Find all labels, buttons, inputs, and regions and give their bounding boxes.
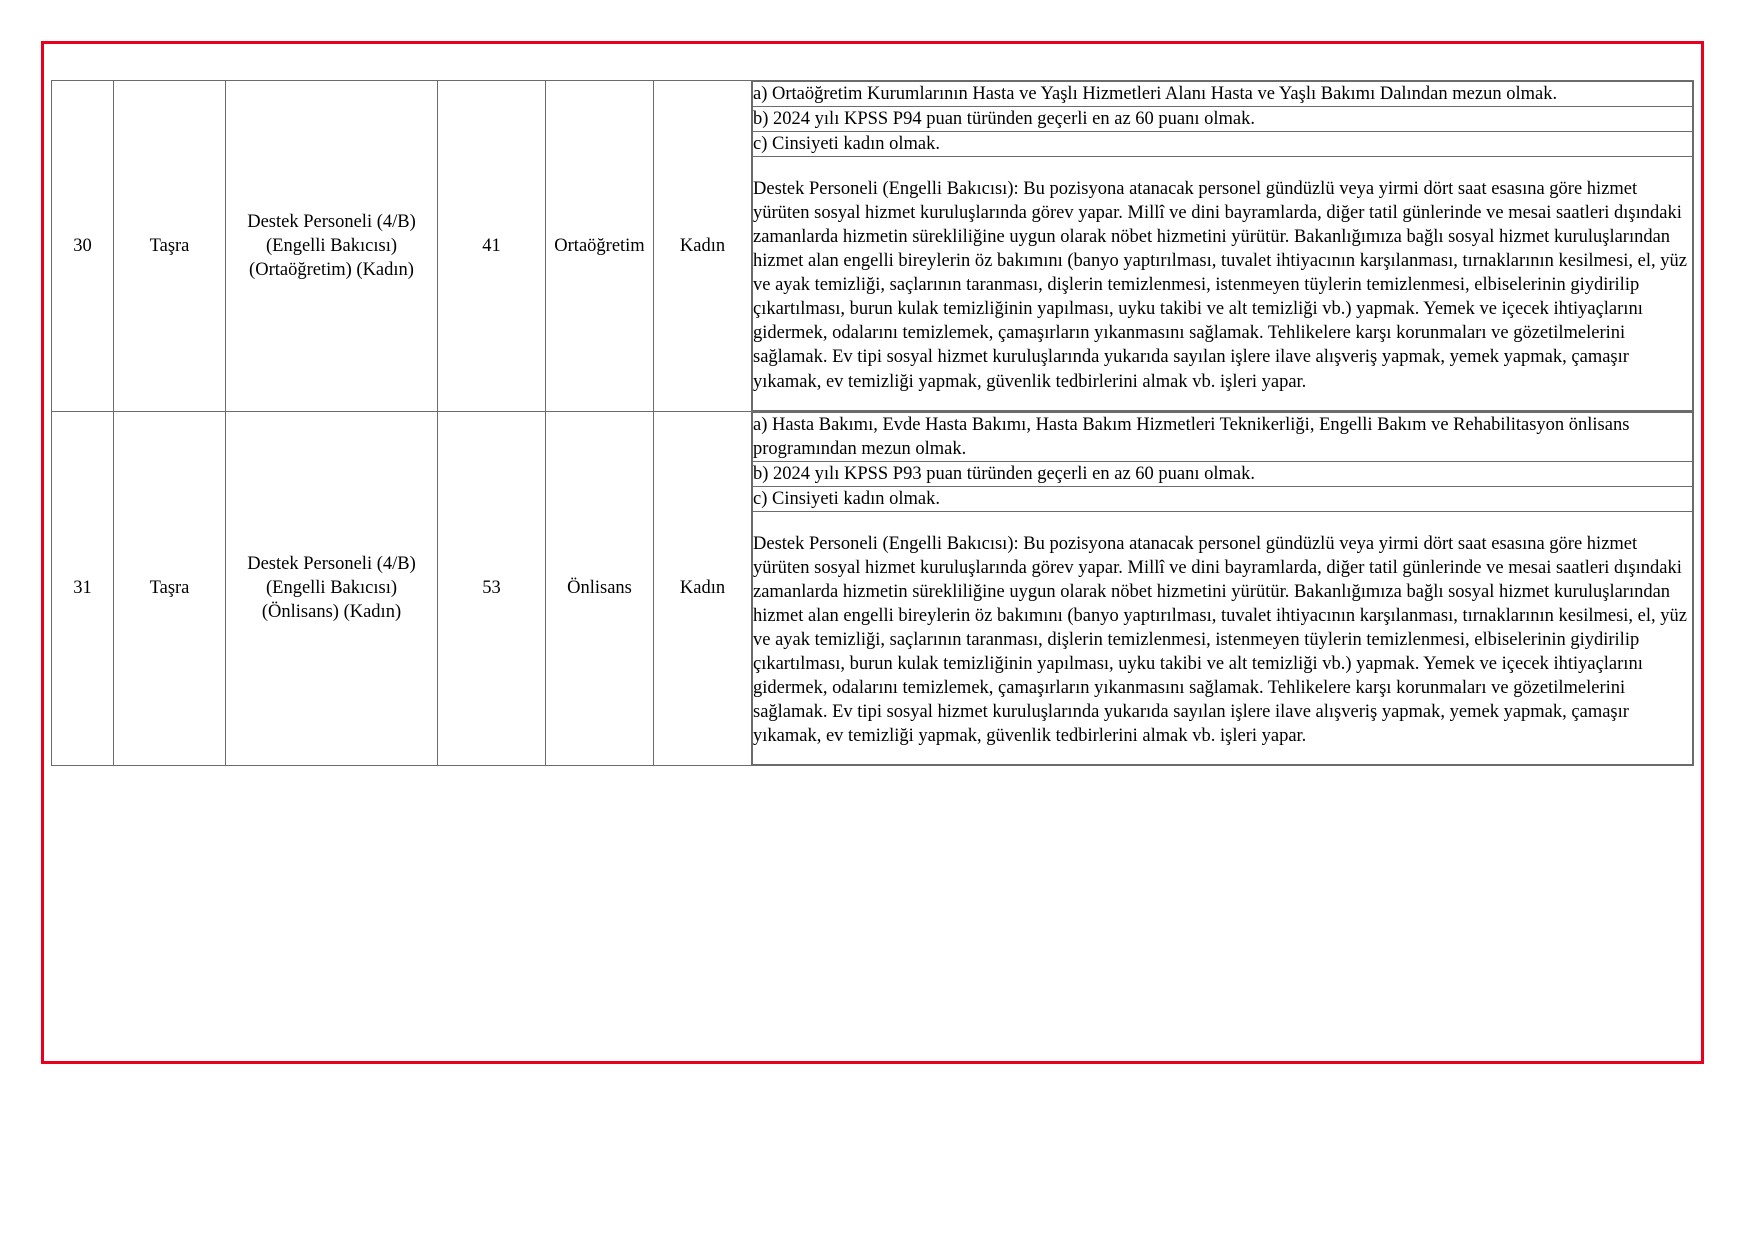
requirements-subtable [752, 412, 1693, 766]
requirement-row [753, 412, 1693, 461]
requirements-subtable [752, 81, 1693, 411]
requirement-item-c: c) Cinsiyeti kadın olmak. [753, 132, 1693, 157]
requirement-item-b: b) 2024 yılı KPSS P93 puan türünden geçerli en az 60 puanı olmak. [753, 461, 1693, 486]
requirement-row [753, 82, 1693, 107]
row-unvan [226, 81, 438, 412]
unvan-line: (Engelli Bakıcısı) [265, 578, 397, 599]
requirement-row [753, 157, 1693, 410]
requirement-row [753, 107, 1693, 132]
row-unvan [226, 411, 438, 766]
requirement-item-b: b) 2024 yılı KPSS P94 puan türünden geçerli en az 60 puanı olmak. [753, 107, 1693, 132]
row-cinsiyet: Kadın [654, 81, 752, 412]
unvan-line: (Ortaöğretim) (Kadın) [249, 259, 414, 280]
row-nitelikler-cell [752, 411, 1694, 766]
unvan-line: Destek Personeli (4/B) [247, 211, 416, 232]
row-adet: 53 [438, 411, 546, 766]
table-row [52, 81, 1694, 412]
unvan-line: (Önlisans) (Kadın) [261, 602, 402, 623]
row-sira-no: 31 [52, 411, 114, 766]
requirement-item-c: c) Cinsiyeti kadın olmak. [753, 486, 1693, 511]
row-nitelikler-cell [752, 81, 1694, 412]
table-row [52, 411, 1694, 766]
requirement-row [753, 461, 1693, 486]
requirement-item-a: a) Ortaöğretim Kurumlarının Hasta ve Yaşlı Hizmetleri Alanı Hasta ve Yaşlı Bakımı Dalından mezun olmak. [753, 82, 1693, 107]
row-adet: 41 [438, 81, 546, 412]
row-cinsiyet: Kadın [654, 411, 752, 766]
job-description-text: Destek Personeli (Engelli Bakıcısı): Bu pozisyona atanacak personel gündüzlü veya yirmi dört saat esasına göre hizmet yürüten sosyal hizmet kuruluşlarında görev yapar. Millî ve dini bayramlarda, diğer tatil günlerinde ve mesai saatleri dışındaki zamanlarda hizmetin sürekliliğine uygun olarak nöbet hizmetini yürütür. Bakanlığımıza bağlı sosyal hizmet kuruluşlarından hizmet alan engelli bireylerin öz bakımını (banyo yaptırılması, tuvalet ihtiyacının karşılanması, tırnaklarının kesilmesi, el, yüz ve ayak temizliği, saçlarının taranması, dişlerin temizlenmesi, istenmeyen tüylerin temizlenmesi, elbiselerinin giydirilip çıkartılması, burun kulak temizliğinin yapılması, uyku takibi ve alt temizliği vb.) yapmak. Yemek ve içecek ihtiyaçlarını gidermek, odalarını temizlemek, çamaşırların yıkanmasını sağlamak. Tehlikelere karşı korunmaları ve gözetilmelerini sağlamak. Ev tipi sosyal hizmet kuruluşlarında yukarıda sayılan işlere ilave alışveriş yapmak, yemek yapmak, çamaşır yıkamak, ev temizliği yapmak, güvenlik tedbirlerini almak vb. işleri yapar. [753, 157, 1693, 410]
unvan-line: Destek Personeli (4/B) [247, 554, 416, 575]
unvan-line: (Engelli Bakıcısı) [265, 235, 397, 256]
requirement-item-a: a) Hasta Bakımı, Evde Hasta Bakımı, Hasta Bakım Hizmetleri Teknikerliği, Engelli Bakım ve Rehabilitasyon önlisans programından mezun olmak. [753, 412, 1693, 461]
positions-table [51, 80, 1694, 766]
requirement-row [753, 132, 1693, 157]
requirement-row [753, 511, 1693, 764]
job-description-text: Destek Personeli (Engelli Bakıcısı): Bu pozisyona atanacak personel gündüzlü veya yirmi dört saat esasına göre hizmet yürüten sosyal hizmet kuruluşlarında görev yapar. Millî ve dini bayramlarda, diğer tatil günlerinde ve mesai saatleri dışındaki zamanlarda hizmetin sürekliliğine uygun olarak nöbet hizmetini yürütür. Bakanlığımıza bağlı sosyal hizmet kuruluşlarından hizmet alan engelli bireylerin öz bakımını (banyo yaptırılması, tuvalet ihtiyacının karşılanması, tırnaklarının kesilmesi, el, yüz ve ayak temizliği, saçlarının taranması, dişlerin temizlenmesi, istenmeyen tüylerin temizlenmesi, elbiselerinin giydirilip çıkartılması, burun kulak temizliğinin yapılması, uyku takibi ve alt temizliği vb.) yapmak. Yemek ve içecek ihtiyaçlarını gidermek, odalarını temizlemek, çamaşırların yıkanmasını sağlamak. Tehlikelere karşı korunmaları ve gözetilmelerini sağlamak. Ev tipi sosyal hizmet kuruluşlarında yukarıda sayılan işlere ilave alışveriş yapmak, yemek yapmak, çamaşır yıkamak, ev temizliği yapmak, güvenlik tedbirlerini almak vb. işleri yapar. [753, 511, 1693, 764]
requirement-row [753, 486, 1693, 511]
row-ogrenim: Önlisans [546, 411, 654, 766]
row-birim: Taşra [114, 411, 226, 766]
row-sira-no: 30 [52, 81, 114, 412]
row-ogrenim: Ortaöğretim [546, 81, 654, 412]
row-birim: Taşra [114, 81, 226, 412]
